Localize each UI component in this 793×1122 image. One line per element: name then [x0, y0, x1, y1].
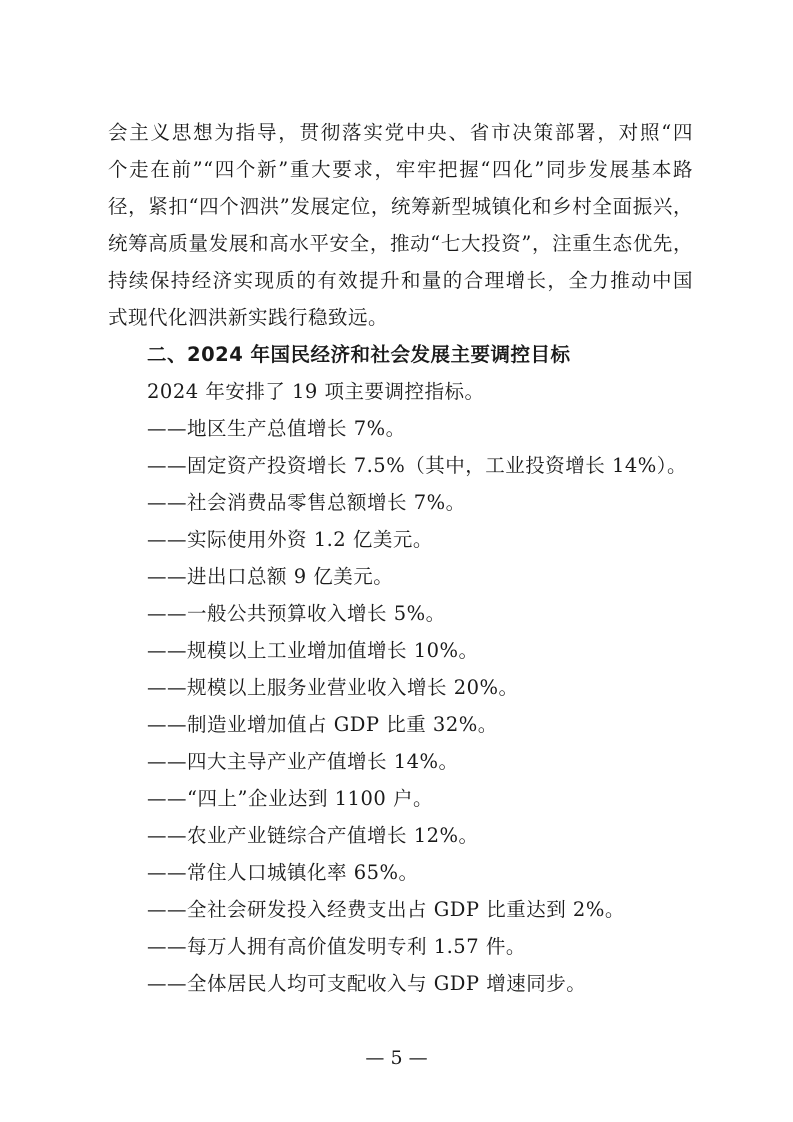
target-item: ——常住人口城镇化率 65%。: [147, 861, 419, 884]
target-item: ——固定资产投资增长 7.5%（其中，工业投资增长 14%）。: [147, 454, 688, 477]
target-item: ——地区生产总值增长 7%。: [147, 417, 406, 440]
paragraph-line: 统筹高质量发展和高水平安全，推动“七大投资”，注重生态优先，: [108, 232, 693, 255]
target-item: ——农业产业链综合产值增长 12%。: [147, 824, 479, 847]
target-item: ——四大主导产业产值增长 14%。: [147, 750, 459, 773]
paragraph-line: 式现代化泗洪新实践行稳致远。: [108, 306, 389, 329]
target-item: ——全体居民人均可支配收入与 GDP 增速同步。: [147, 972, 587, 995]
target-item: ——一般公共预算收入增长 5%。: [147, 602, 446, 625]
paragraph-line: 径，紧扣“四个泗洪”发展定位，统筹新型城镇化和乡村全面振兴，: [108, 195, 693, 218]
paragraph-line: 个走在前”“四个新”重大要求，牢牢把握“四化”同步发展基本路: [108, 158, 693, 181]
target-item: ——社会消费品零售总额增长 7%。: [147, 491, 466, 514]
target-item: ——规模以上工业增加值增长 10%。: [147, 639, 479, 662]
target-item: ——“四上”企业达到 1100 户。: [147, 787, 433, 810]
target-item: ——每万人拥有高价值发明专利 1.57 件。: [147, 935, 526, 958]
target-item: ——制造业增加值占 GDP 比重 32%。: [147, 713, 498, 736]
paragraph-line: 持续保持经济实现质的有效提升和量的合理增长，全力推动中国: [108, 269, 693, 292]
section-heading: 二、2024 年国民经济和社会发展主要调控目标: [147, 343, 571, 366]
target-item: ——实际使用外资 1.2 亿美元。: [147, 528, 433, 551]
intro-text: 2024 年安排了 19 项主要调控指标。: [147, 380, 485, 403]
target-item: ——规模以上服务业营业收入增长 20%。: [147, 676, 519, 699]
paragraph-line: 会主义思想为指导，贯彻落实党中央、省市决策部署，对照“四: [108, 121, 693, 144]
page-number: — 5 —: [365, 1047, 428, 1069]
target-item: ——进出口总额 9 亿美元。: [147, 565, 394, 588]
target-item: ——全社会研发投入经费支出占 GDP 比重达到 2%。: [147, 898, 625, 921]
